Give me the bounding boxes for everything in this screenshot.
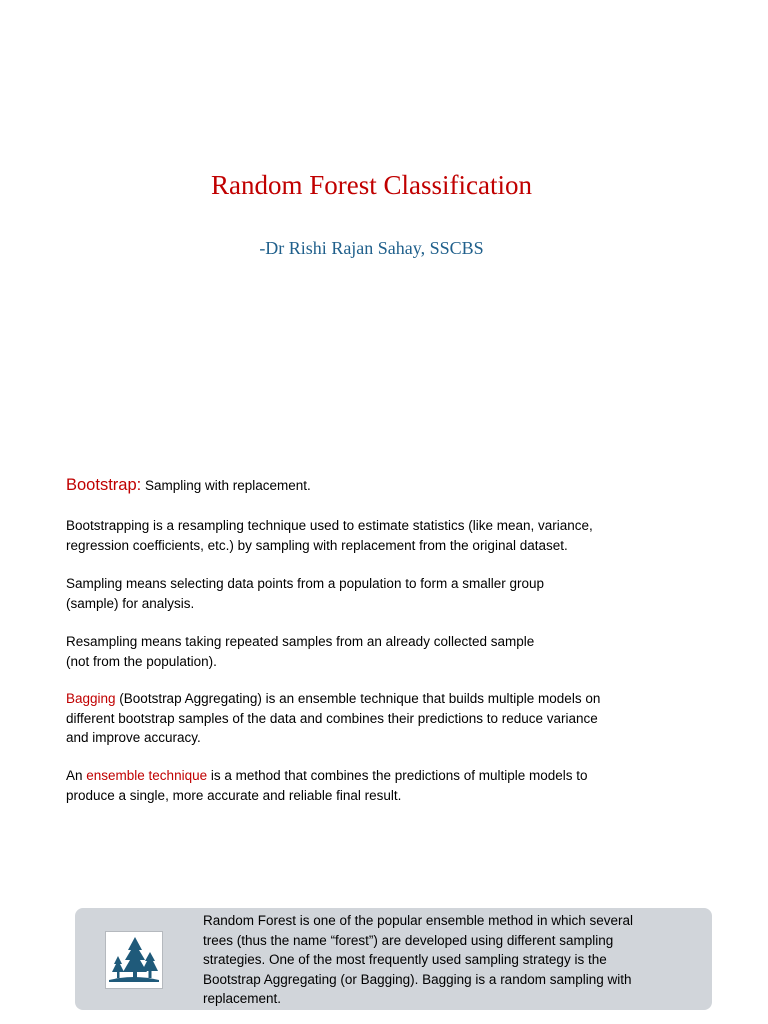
bagging-paragraph bbox=[66, 689, 666, 748]
ensemble-prefix: An bbox=[66, 768, 87, 783]
resampling-paragraph bbox=[66, 632, 666, 671]
paragraph-line: regression coefficients, etc.) by sampling with replacement from the original dataset. bbox=[66, 537, 568, 553]
author-line: -Dr Rishi Rajan Sahay, SSCBS bbox=[259, 238, 484, 258]
paragraph-line: Bootstrapping is a resampling technique used to estimate statistics (like mean, variance, bbox=[66, 518, 593, 533]
paragraph-line: and improve accuracy. bbox=[66, 730, 201, 745]
sampling-paragraph bbox=[66, 574, 666, 613]
ensemble-term: ensemble technique bbox=[86, 768, 208, 783]
bagging-term: Bagging bbox=[66, 691, 116, 706]
bootstrap-term: Bootstrap: bbox=[66, 476, 142, 494]
forest-trees-icon bbox=[106, 932, 162, 988]
paragraph-line: produce a single, more accurate and reliable final result. bbox=[66, 787, 402, 803]
paragraph-line bbox=[66, 689, 666, 709]
callout-line: Bootstrap Aggregating (or Bagging). Bagging is a random sampling with bbox=[203, 971, 632, 987]
bootstrap-definition-text: Sampling with replacement. bbox=[141, 478, 311, 493]
callout-line: strategies. One of the most frequently used sampling strategy is the bbox=[203, 952, 607, 967]
paragraph-line: (not from the population). bbox=[66, 653, 217, 669]
ensemble-paragraph bbox=[66, 766, 666, 805]
callout-line: replacement. bbox=[203, 991, 282, 1006]
forest-trees-icon bbox=[105, 931, 163, 989]
bagging-line-text: (Bootstrap Aggregating) is an ensemble technique that builds multiple models on bbox=[115, 691, 601, 706]
paragraph-line bbox=[66, 766, 666, 786]
bootstrap-definition bbox=[66, 476, 666, 496]
paragraph-line: Sampling means selecting data points from a population to form a smaller group bbox=[66, 576, 545, 591]
bootstrapping-paragraph bbox=[66, 516, 666, 555]
paragraph-line: (sample) for analysis. bbox=[66, 595, 195, 611]
page-title: Random Forest Classification bbox=[211, 170, 532, 200]
callout-line: trees (thus the name “forest”) are developed using different sampling bbox=[203, 932, 614, 948]
ensemble-line-text: is a method that combines the predictions of multiple models to bbox=[207, 768, 588, 783]
paragraph-line: Resampling means taking repeated samples from an already collected sample bbox=[66, 634, 535, 649]
callout-line: Random Forest is one of the popular ensemble method in which several bbox=[203, 913, 633, 928]
paragraph-line: different bootstrap samples of the data and combines their predictions to reduce variance bbox=[66, 710, 598, 726]
callout-text bbox=[203, 911, 683, 1009]
